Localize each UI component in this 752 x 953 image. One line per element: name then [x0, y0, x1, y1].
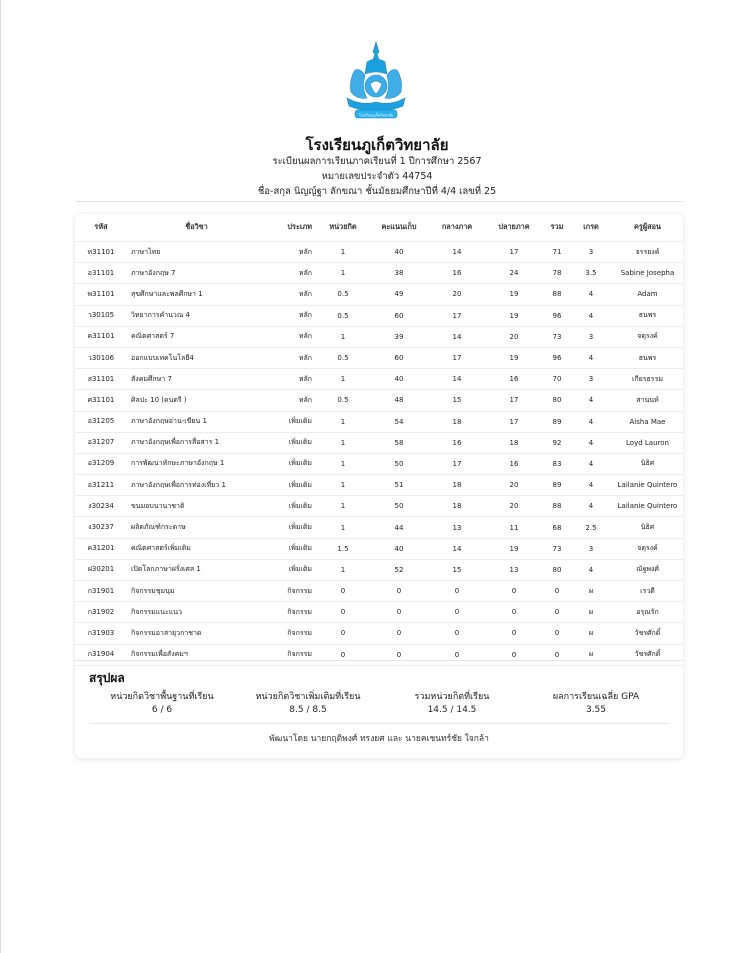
cell-type: กิจกรรม — [263, 644, 318, 665]
cell-total: 80 — [544, 559, 570, 580]
cell-total: 0 — [544, 644, 570, 665]
summary-additional-credits — [233, 691, 383, 717]
cell-total: 0 — [544, 623, 570, 644]
cell-total: 96 — [544, 305, 570, 326]
cell-code: อ31205 — [75, 411, 127, 432]
cell-grade: 4 — [570, 475, 612, 496]
table-row — [75, 263, 683, 284]
cell-midterm: 0 — [430, 602, 484, 623]
cell-total: 83 — [544, 453, 570, 474]
summary-label: รวมหน่วยกิตที่เรียน — [414, 692, 490, 702]
cell-credit: 0 — [318, 644, 368, 665]
cell-collected: 60 — [368, 347, 430, 368]
cell-grade: 4 — [570, 559, 612, 580]
cell-teacher: วัชรศักดิ์ — [612, 644, 683, 665]
cell-code: ท31101 — [75, 242, 127, 263]
cell-subject: สุขศึกษาและพลศึกษา 1 — [127, 284, 263, 305]
cell-grade: 3 — [570, 242, 612, 263]
cell-credit: 1 — [318, 517, 368, 538]
cell-final: 17 — [484, 242, 544, 263]
col-header-code: รหัส — [94, 222, 108, 231]
school-name: โรงเรียนภูเก็ตวิทยาลัย — [305, 136, 449, 154]
cell-code: ก31903 — [75, 623, 127, 644]
cell-code: ว30106 — [75, 347, 127, 368]
cell-credit: 1 — [318, 369, 368, 390]
cell-midterm: 0 — [430, 623, 484, 644]
cell-teacher: จตุรงค์ — [612, 326, 683, 347]
cell-grade: 4 — [570, 284, 612, 305]
cell-midterm: 17 — [430, 305, 484, 326]
cell-midterm: 16 — [430, 432, 484, 453]
cell-total: 88 — [544, 496, 570, 517]
cell-teacher: วัชรศักดิ์ — [612, 623, 683, 644]
cell-collected: 52 — [368, 559, 430, 580]
cell-credit: 1.5 — [318, 538, 368, 559]
cell-code: อ31207 — [75, 432, 127, 453]
cell-code: ก31904 — [75, 644, 127, 665]
summary-label: ผลการเรียนเฉลี่ย GPA — [552, 692, 640, 702]
cell-final: 13 — [484, 559, 544, 580]
cell-subject: กิจกรรมแนะแนว — [127, 602, 263, 623]
cell-credit: 0.5 — [318, 390, 368, 411]
cell-teacher: เรวดี — [612, 581, 683, 602]
cell-type: กิจกรรม — [263, 581, 318, 602]
cell-type: เพิ่มเติม — [263, 538, 318, 559]
cell-midterm: 0 — [430, 644, 484, 665]
cell-final: 0 — [484, 581, 544, 602]
cell-total: 0 — [544, 602, 570, 623]
cell-collected: 50 — [368, 496, 430, 517]
cell-total: 89 — [544, 411, 570, 432]
cell-credit: 1 — [318, 411, 368, 432]
table-row — [75, 559, 683, 580]
cell-subject: กิจกรรมเพื่อสังคมฯ — [127, 644, 263, 665]
cell-collected: 40 — [368, 369, 430, 390]
cell-teacher: Aisha Mae — [612, 411, 683, 432]
cell-type: หลัก — [263, 347, 318, 368]
col-header-subject: ชื่อวิชา — [185, 222, 208, 231]
col-header-midterm: กลางภาค — [441, 222, 473, 231]
col-header-final: ปลายภาค — [498, 222, 530, 231]
cell-teacher: อรุณรัก — [612, 602, 683, 623]
cell-teacher: Adam — [612, 284, 683, 305]
table-row — [75, 602, 683, 623]
cell-final: 11 — [484, 517, 544, 538]
cell-code: ส31101 — [75, 369, 127, 390]
cell-type: หลัก — [263, 369, 318, 390]
cell-code: ฝ30201 — [75, 559, 127, 580]
cell-subject: กิจกรรมอาสายุวกาชาด — [127, 623, 263, 644]
cell-subject: ภาษาไทย — [127, 242, 263, 263]
cell-midterm: 14 — [430, 326, 484, 347]
cell-final: 19 — [484, 347, 544, 368]
cell-grade: 3 — [570, 369, 612, 390]
table-row — [75, 305, 683, 326]
cell-grade: 3.5 — [570, 263, 612, 284]
table-row — [75, 369, 683, 390]
cell-type: เพิ่มเติม — [263, 517, 318, 538]
cell-collected: 0 — [368, 581, 430, 602]
cell-subject: ขนมอบนานาชาติ — [127, 496, 263, 517]
table-row — [75, 242, 683, 263]
col-header-type: ประเภท — [287, 222, 312, 231]
cell-teacher: ณัฐพงศ์ — [612, 559, 683, 580]
cell-total: 70 — [544, 369, 570, 390]
cell-collected: 40 — [368, 242, 430, 263]
cell-midterm: 15 — [430, 390, 484, 411]
cell-grade: ผ — [570, 644, 612, 665]
cell-midterm: 17 — [430, 453, 484, 474]
cell-collected: 60 — [368, 305, 430, 326]
cell-final: 20 — [484, 496, 544, 517]
cell-credit: 0.5 — [318, 305, 368, 326]
cell-subject: วิทยาการคำนวณ 4 — [127, 305, 263, 326]
cell-code: พ31101 — [75, 284, 127, 305]
cell-final: 19 — [484, 538, 544, 559]
cell-grade: 4 — [570, 496, 612, 517]
cell-type: เพิ่มเติม — [263, 411, 318, 432]
cell-type: เพิ่มเติม — [263, 559, 318, 580]
cell-total: 78 — [544, 263, 570, 284]
cell-code: อ31101 — [75, 263, 127, 284]
table-row — [75, 475, 683, 496]
summary-divider — [89, 723, 669, 724]
table-row — [75, 390, 683, 411]
cell-code: อ31211 — [75, 475, 127, 496]
cell-type: เพิ่มเติม — [263, 453, 318, 474]
student-info: ชื่อ-สกุล นิญญ์ฐา ลักขณา ชั้นมัธยมศึกษาปีที่ 4/4 เลขที่ 25 — [257, 186, 497, 197]
cell-midterm: 18 — [430, 411, 484, 432]
table-row — [75, 347, 683, 368]
table-row — [75, 581, 683, 602]
cell-type: หลัก — [263, 284, 318, 305]
cell-type: เพิ่มเติม — [263, 475, 318, 496]
cell-subject: ภาษาอังกฤษเพื่อการสื่อสาร 1 — [127, 432, 263, 453]
cell-final: 0 — [484, 623, 544, 644]
cell-credit: 0.5 — [318, 284, 368, 305]
cell-collected: 0 — [368, 623, 430, 644]
summary-value: 3.55 — [585, 705, 607, 715]
header-divider — [75, 201, 683, 202]
cell-collected: 39 — [368, 326, 430, 347]
cell-code: ง30234 — [75, 496, 127, 517]
cell-code: ว30105 — [75, 305, 127, 326]
cell-collected: 44 — [368, 517, 430, 538]
cell-subject: ภาษาอังกฤษอ่าน-เขียน 1 — [127, 411, 263, 432]
cell-code: ค31101 — [75, 326, 127, 347]
cell-teacher: Sabine Josepha — [612, 263, 683, 284]
cell-teacher: จตุรงค์ — [612, 538, 683, 559]
cell-midterm: 14 — [430, 538, 484, 559]
cell-midterm: 18 — [430, 475, 484, 496]
cell-collected: 49 — [368, 284, 430, 305]
cell-total: 89 — [544, 475, 570, 496]
cell-collected: 40 — [368, 538, 430, 559]
cell-final: 0 — [484, 644, 544, 665]
cell-final: 18 — [484, 432, 544, 453]
cell-teacher: Loyd Lauron — [612, 432, 683, 453]
cell-grade: 4 — [570, 305, 612, 326]
cell-teacher: เกียรธรรม — [612, 369, 683, 390]
col-header-credit: หน่วยกิต — [329, 222, 357, 231]
table-row — [75, 284, 683, 305]
grades-card — [75, 214, 683, 758]
cell-credit: 1 — [318, 559, 368, 580]
cell-collected: 58 — [368, 432, 430, 453]
cell-final: 16 — [484, 453, 544, 474]
table-row — [75, 453, 683, 474]
cell-subject: เปิดโลกภาษาฝรั่งเศส 1 — [127, 559, 263, 580]
cell-type: เพิ่มเติม — [263, 496, 318, 517]
summary-value: 8.5 / 8.5 — [289, 705, 327, 715]
cell-midterm: 13 — [430, 517, 484, 538]
cell-subject: ภาษาอังกฤษ 7 — [127, 263, 263, 284]
report-title: ระเบียนผลการเรียนภาคเรียนที่ 1 ปีการศึกษา 2567 — [272, 156, 482, 167]
cell-credit: 1 — [318, 496, 368, 517]
cell-teacher: นิธิศ — [612, 517, 683, 538]
table-row — [75, 517, 683, 538]
cell-grade: ผ — [570, 623, 612, 644]
cell-total: 68 — [544, 517, 570, 538]
grades-table-body — [75, 242, 683, 666]
cell-type: เพิ่มเติม — [263, 432, 318, 453]
cell-collected: 50 — [368, 453, 430, 474]
table-row — [75, 496, 683, 517]
school-emblem-icon — [341, 40, 411, 122]
cell-grade: 3 — [570, 538, 612, 559]
cell-teacher: Lailanie Quintero — [612, 496, 683, 517]
cell-code: ง30237 — [75, 517, 127, 538]
report-header — [1, 136, 752, 199]
cell-code: ค31201 — [75, 538, 127, 559]
cell-teacher: จรรยงค์ — [612, 242, 683, 263]
summary-gpa — [521, 691, 671, 717]
cell-midterm: 17 — [430, 347, 484, 368]
cell-subject: ผลิตภัณฑ์กระดาษ — [127, 517, 263, 538]
cell-teacher: สานนท์ — [612, 390, 683, 411]
summary-value: 6 / 6 — [151, 705, 173, 715]
cell-final: 19 — [484, 284, 544, 305]
cell-credit: 1 — [318, 263, 368, 284]
cell-subject: ศิลปะ 10 (ดนตรี ) — [127, 390, 263, 411]
cell-total: 92 — [544, 432, 570, 453]
cell-subject: กิจกรรมชุมนุม — [127, 581, 263, 602]
cell-grade: 4 — [570, 432, 612, 453]
cell-total: 88 — [544, 284, 570, 305]
cell-subject: คณิตศาสตร์ 7 — [127, 326, 263, 347]
cell-teacher: Lailanie Quintero — [612, 475, 683, 496]
cell-midterm: 18 — [430, 496, 484, 517]
cell-type: หลัก — [263, 263, 318, 284]
cell-final: 24 — [484, 263, 544, 284]
cell-credit: 0.5 — [318, 347, 368, 368]
cell-subject: คณิตศาสตร์เพิ่มเติม — [127, 538, 263, 559]
cell-total: 96 — [544, 347, 570, 368]
cell-credit: 1 — [318, 432, 368, 453]
developer-credit: พัฒนาโดย นายกฤติพงศ์ ทรงยศ และ นายคเชนทร์ชัย ใจกล้า — [269, 734, 489, 744]
cell-midterm: 0 — [430, 581, 484, 602]
cell-teacher: นิธิศ — [612, 453, 683, 474]
cell-midterm: 14 — [430, 242, 484, 263]
cell-type: กิจกรรม — [263, 602, 318, 623]
cell-grade: 4 — [570, 347, 612, 368]
cell-final: 20 — [484, 475, 544, 496]
cell-credit: 0 — [318, 623, 368, 644]
summary-section — [75, 660, 683, 759]
cell-final: 0 — [484, 602, 544, 623]
cell-midterm: 14 — [430, 369, 484, 390]
cell-midterm: 16 — [430, 263, 484, 284]
cell-midterm: 15 — [430, 559, 484, 580]
col-header-teacher: ครูผู้สอน — [634, 222, 661, 231]
cell-credit: 1 — [318, 453, 368, 474]
cell-midterm: 20 — [430, 284, 484, 305]
grades-table — [75, 214, 683, 666]
summary-basic-credits — [87, 691, 237, 717]
cell-grade: 3 — [570, 326, 612, 347]
cell-grade: ผ — [570, 581, 612, 602]
cell-collected: 0 — [368, 644, 430, 665]
cell-collected: 38 — [368, 263, 430, 284]
cell-total: 71 — [544, 242, 570, 263]
cell-code: ก31902 — [75, 602, 127, 623]
cell-code: ก31901 — [75, 581, 127, 602]
cell-final: 19 — [484, 305, 544, 326]
cell-credit: 1 — [318, 242, 368, 263]
col-header-total: รวม — [550, 222, 564, 231]
cell-total: 73 — [544, 326, 570, 347]
table-header-row — [75, 214, 683, 242]
cell-collected: 0 — [368, 602, 430, 623]
col-header-grade: เกรด — [583, 222, 599, 231]
cell-total: 0 — [544, 581, 570, 602]
cell-final: 20 — [484, 326, 544, 347]
summary-label: หน่วยกิตวิชาพื้นฐานที่เรียน — [110, 692, 214, 702]
table-row — [75, 538, 683, 559]
cell-credit: 0 — [318, 602, 368, 623]
summary-total-credits — [377, 691, 527, 717]
cell-collected: 54 — [368, 411, 430, 432]
cell-collected: 51 — [368, 475, 430, 496]
cell-type: หลัก — [263, 390, 318, 411]
cell-grade: ผ — [570, 602, 612, 623]
cell-final: 17 — [484, 411, 544, 432]
cell-collected: 48 — [368, 390, 430, 411]
col-header-collected: คะแนนเก็บ — [381, 222, 417, 231]
summary-title: สรุปผล — [89, 671, 125, 685]
cell-subject: ภาษาอังกฤษเพื่อการท่องเที่ยว 1 — [127, 475, 263, 496]
cell-subject: การพัฒนาทักษะภาษาอังกฤษ 1 — [127, 453, 263, 474]
table-row — [75, 411, 683, 432]
cell-subject: สังคมศึกษา 7 — [127, 369, 263, 390]
table-row — [75, 326, 683, 347]
cell-type: หลัก — [263, 242, 318, 263]
cell-credit: 1 — [318, 475, 368, 496]
cell-teacher: ธนพร — [612, 347, 683, 368]
cell-code: อ31209 — [75, 453, 127, 474]
cell-code: ศ31101 — [75, 390, 127, 411]
cell-type: กิจกรรม — [263, 623, 318, 644]
cell-credit: 0 — [318, 581, 368, 602]
table-row — [75, 623, 683, 644]
cell-total: 73 — [544, 538, 570, 559]
cell-subject: ออกแบบเทคโนโลยี4 — [127, 347, 263, 368]
cell-type: หลัก — [263, 326, 318, 347]
table-row — [75, 432, 683, 453]
summary-value: 14.5 / 14.5 — [427, 705, 477, 715]
summary-label: หน่วยกิตวิชาเพิ่มเติมที่เรียน — [255, 692, 361, 702]
cell-final: 17 — [484, 390, 544, 411]
emblem-banner-text: โรงเรียนภูเก็ตวิทยาลัย — [358, 113, 394, 118]
student-id: หมายเลขประจำตัว 44754 — [321, 171, 433, 182]
cell-grade: 4 — [570, 453, 612, 474]
cell-final: 16 — [484, 369, 544, 390]
cell-credit: 1 — [318, 326, 368, 347]
cell-teacher: ธนพร — [612, 305, 683, 326]
cell-grade: 4 — [570, 390, 612, 411]
cell-grade: 4 — [570, 411, 612, 432]
cell-total: 80 — [544, 390, 570, 411]
cell-grade: 2.5 — [570, 517, 612, 538]
cell-type: หลัก — [263, 305, 318, 326]
